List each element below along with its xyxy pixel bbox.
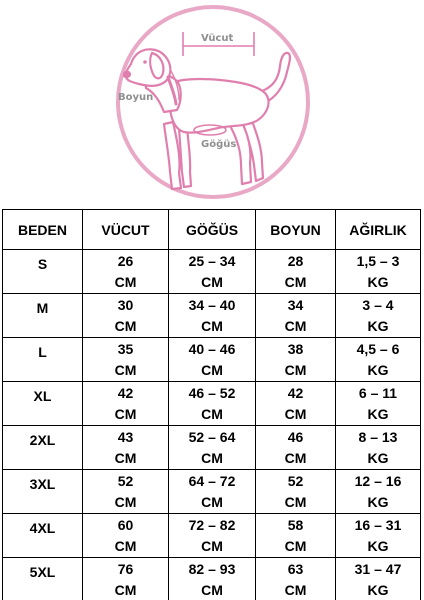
size-cell: M	[3, 294, 83, 338]
agirlik-unit: KG	[367, 494, 389, 510]
gogus-unit: CM	[201, 406, 223, 422]
agirlik-cell	[336, 514, 421, 558]
boyun-unit: CM	[284, 582, 307, 598]
table-row	[3, 250, 421, 294]
vucut-value: 26	[117, 253, 134, 269]
gogus-cell	[169, 382, 256, 426]
vucut-unit: CM	[114, 406, 137, 422]
boyun-cell	[256, 382, 336, 426]
gogus-cell	[169, 470, 256, 514]
table-row	[3, 470, 421, 514]
boyun-value: 34	[287, 297, 304, 313]
gogus-unit: CM	[201, 450, 223, 466]
agirlik-cell	[336, 294, 421, 338]
agirlik-unit: KG	[367, 450, 389, 466]
vucut-cell	[83, 338, 169, 382]
vucut-label: Vücut	[201, 33, 234, 44]
table-row	[3, 382, 421, 426]
boyun-unit: CM	[284, 406, 307, 422]
boyun-value: 38	[287, 341, 304, 357]
agirlik-value: 4,5 – 6	[356, 341, 400, 357]
gogus-value: 64 – 72	[188, 473, 236, 489]
dog-icon	[124, 49, 290, 189]
agirlik-value: 16 – 31	[354, 517, 402, 533]
gogus-cell	[169, 426, 256, 470]
gogus-unit: CM	[201, 582, 223, 598]
table-row	[3, 426, 421, 470]
boyun-unit: CM	[284, 538, 307, 554]
agirlik-unit: KG	[367, 582, 389, 598]
agirlik-value: 6 – 11	[358, 385, 398, 401]
dog-illustration	[0, 0, 424, 205]
boyun-value: 28	[287, 253, 304, 269]
vucut-cell	[83, 558, 169, 600]
gogus-cell	[169, 514, 256, 558]
vucut-unit: CM	[114, 582, 137, 598]
gogus-unit: CM	[201, 274, 223, 290]
gogus-cell	[169, 294, 256, 338]
vucut-unit: CM	[114, 318, 137, 334]
vucut-unit: CM	[114, 538, 137, 554]
size-cell: XL	[3, 382, 83, 426]
boyun-unit: CM	[284, 318, 307, 334]
gogus-unit: CM	[201, 494, 223, 510]
agirlik-unit: KG	[367, 538, 389, 554]
gogus-value: 72 – 82	[188, 517, 236, 533]
header-agirlik: AĞIRLIK	[336, 210, 421, 250]
vucut-cell	[83, 294, 169, 338]
vucut-value: 42	[117, 385, 134, 401]
gogus-cell	[169, 338, 256, 382]
table-row	[3, 514, 421, 558]
vucut-value: 35	[117, 341, 134, 357]
vucut-cell	[83, 514, 169, 558]
agirlik-cell	[336, 382, 421, 426]
size-cell: 5XL	[3, 558, 83, 600]
size-cell: 2XL	[3, 426, 83, 470]
boyun-unit: CM	[284, 450, 307, 466]
agirlik-cell	[336, 338, 421, 382]
agirlik-value: 8 – 13	[358, 429, 398, 445]
vucut-value: 60	[117, 517, 134, 533]
boyun-cell	[256, 426, 336, 470]
boyun-value: 58	[287, 517, 304, 533]
vucut-value: 52	[117, 473, 134, 489]
agirlik-cell	[336, 250, 421, 294]
header-gogus: GÖĞÜS	[169, 210, 256, 250]
header-boyun: BOYUN	[256, 210, 336, 250]
size-cell: 3XL	[3, 470, 83, 514]
gogus-label: Göğüs	[201, 139, 237, 150]
agirlik-cell	[336, 426, 421, 470]
vucut-unit: CM	[114, 450, 137, 466]
agirlik-unit: KG	[367, 318, 389, 334]
vucut-cell	[83, 470, 169, 514]
agirlik-value: 31 – 47	[354, 561, 402, 577]
size-cell: S	[3, 250, 83, 294]
vucut-cell	[83, 382, 169, 426]
table-row	[3, 294, 421, 338]
boyun-value: 46	[287, 429, 304, 445]
agirlik-value: 12 – 16	[354, 473, 402, 489]
size-cell: L	[3, 338, 83, 382]
table-row	[3, 558, 421, 600]
table-row	[3, 338, 421, 382]
gogus-value: 40 – 46	[188, 341, 236, 357]
boyun-value: 63	[287, 561, 304, 577]
header-vucut: VÜCUT	[83, 210, 169, 250]
boyun-value: 42	[287, 385, 304, 401]
gogus-unit: CM	[201, 538, 223, 554]
boyun-cell	[256, 338, 336, 382]
gogus-unit: CM	[201, 362, 223, 378]
agirlik-value: 3 – 4	[362, 297, 394, 313]
gogus-value: 34 – 40	[188, 297, 236, 313]
boyun-cell	[256, 558, 336, 600]
vucut-unit: CM	[114, 494, 137, 510]
header-beden: BEDEN	[3, 210, 83, 250]
size-cell: 4XL	[3, 514, 83, 558]
boyun-cell	[256, 470, 336, 514]
agirlik-unit: KG	[367, 274, 389, 290]
agirlik-cell	[336, 558, 421, 600]
size-chart-table	[2, 209, 421, 600]
vucut-value: 76	[117, 561, 134, 577]
vucut-value: 43	[117, 429, 134, 445]
gogus-value: 25 – 34	[188, 253, 236, 269]
agirlik-cell	[336, 470, 421, 514]
vucut-unit: CM	[114, 362, 137, 378]
boyun-unit: CM	[284, 274, 307, 290]
boyun-value: 52	[287, 473, 304, 489]
boyun-unit: CM	[284, 362, 307, 378]
gogus-unit: CM	[201, 318, 223, 334]
gogus-cell	[169, 558, 256, 600]
table-header-row	[3, 210, 421, 250]
gogus-value: 46 – 52	[188, 385, 236, 401]
vucut-cell	[83, 426, 169, 470]
agirlik-unit: KG	[367, 406, 389, 422]
gogus-value: 52 – 64	[188, 429, 236, 445]
boyun-cell	[256, 514, 336, 558]
boyun-cell	[256, 294, 336, 338]
boyun-label: Boyun	[118, 92, 154, 103]
boyun-cell	[256, 250, 336, 294]
dog-measurement-diagram	[0, 0, 424, 205]
vucut-value: 30	[117, 297, 134, 313]
gogus-value: 82 – 93	[188, 561, 236, 577]
agirlik-value: 1,5 – 3	[356, 253, 400, 269]
agirlik-unit: KG	[367, 362, 389, 378]
vucut-unit: CM	[114, 274, 137, 290]
gogus-cell	[169, 250, 256, 294]
vucut-cell	[83, 250, 169, 294]
boyun-unit: CM	[284, 494, 307, 510]
